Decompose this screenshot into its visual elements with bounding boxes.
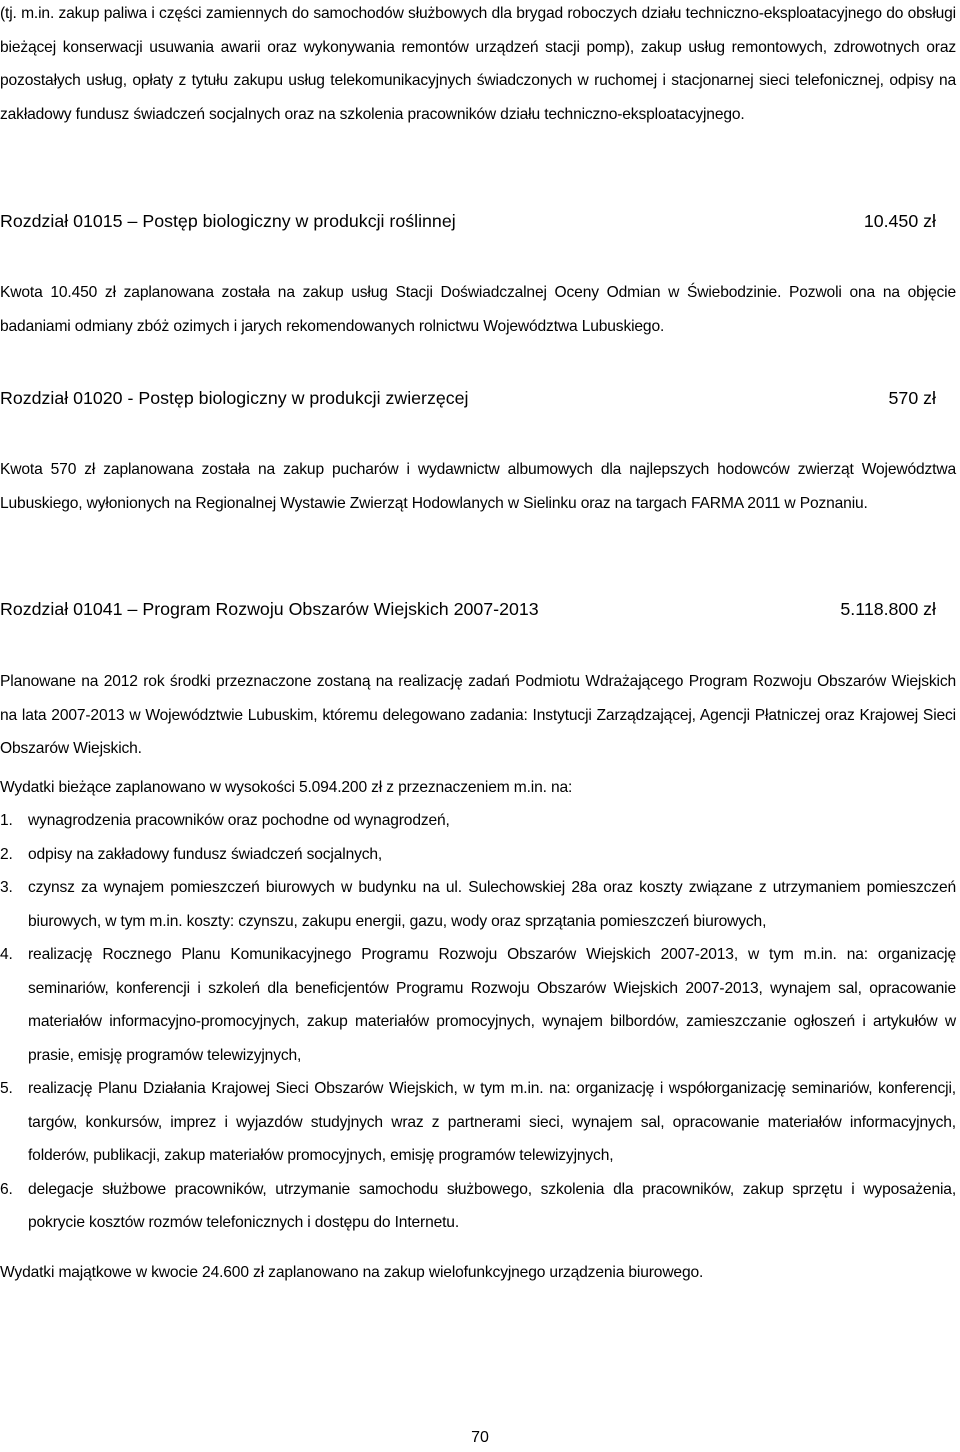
section-amount: 10.450 zł: [863, 211, 936, 231]
list-item-number: 4.: [0, 946, 13, 963]
list-item-number: 3.: [0, 879, 13, 896]
list-item-number: 5.: [0, 1080, 13, 1097]
list-item-text: czynsz za wynajem pomieszczeń biurowych w budynku na ul. Sulechowskiej 28a oraz koszty związane z utrzymaniem pomieszczeń biurowych, w tym m.in. koszty: czynszu, zakupu energii, gazu, wody oraz sprzątania pomieszczeń biurowych,: [28, 879, 956, 930]
section-body-01020: Kwota 570 zł zaplanowana została na zakup pucharów i wydawnictw albumowych dla najlepszych hodowców zwierząt Województwa Lubuskiego, wyłonionych na Regionalnej Wystawie Zwierząt Hodowlanych w Sielinku oraz na targach FARMA 2011 w Poznaniu.: [0, 461, 956, 512]
section-heading-01041: [0, 596, 936, 622]
list-item-text: delegacje służbowe pracowników, utrzymanie samochodu służbowego, szkolenia dla pracowników, zakup sprzętu i wyposażenia, pokrycie kosztów rozmów telefonicznych i dostępu do Internetu.: [28, 1180, 956, 1231]
section-title: Rozdział 01041 – Program Rozwoju Obszarów Wiejskich 2007-2013: [0, 599, 539, 619]
list-item-text: odpisy na zakładowy fundusz świadczeń socjalnych,: [28, 845, 383, 863]
section-heading-01020: [0, 385, 936, 411]
section-title: Rozdział 01020 - Postęp biologiczny w produkcji zwierzęcej: [0, 388, 469, 408]
section-amount: 5.118.800 zł: [840, 599, 936, 619]
section-amount: 570 zł: [888, 388, 936, 408]
list-item-number: 6.: [0, 1180, 13, 1198]
current-expenses-intro: Wydatki bieżące zaplanowano w wysokości 5.094.200 zł z przeznaczeniem m.in. na:: [0, 779, 573, 796]
list-item: [0, 838, 956, 872]
list-item: [0, 1072, 956, 1173]
capital-expenses: Wydatki majątkowe w kwocie 24.600 zł zaplanowano na zakup wielofunkcyjnego urządzenia biurowego.: [0, 1264, 704, 1281]
list-item-text: realizację Planu Działania Krajowej Sieci Obszarów Wiejskich, w tym m.in. na: organizację i współorganizację seminariów, konferencji, targów, konkursów, imprez i wyjazdów studyjnych wraz z partnerami sieci, wynajem sal, opracowanie materiałów informacyjnych, folderów, publikacji, zakup materiałów promocyjnych, emisję programów telewizyjnych,: [28, 1080, 956, 1164]
section-heading-01015: [0, 208, 936, 234]
list-item-text: wynagrodzenia pracowników oraz pochodne od wynagrodzeń,: [28, 812, 450, 829]
section-title: Rozdział 01015 – Postęp biologiczny w produkcji roślinnej: [0, 211, 456, 231]
page-number: 70: [471, 1429, 489, 1446]
section-body-01041: Planowane na 2012 rok środki przeznaczone zostaną na realizację zadań Podmiotu Wdrażającego Program Rozwoju Obszarów Wiejskich na lata 2007-2013 w Województwie Lubuskim, któremu delegowano zadania: Instytucji Zarządzającej, Agencji Płatniczej oraz Krajowej Sieci Obszarów Wiejskich.: [0, 673, 956, 757]
list-item-number: 2.: [0, 845, 13, 863]
list-item: [0, 871, 956, 938]
list-item: [0, 1173, 956, 1240]
list-item-text: realizację Rocznego Planu Komunikacyjnego Programu Rozwoju Obszarów Wiejskich 2007-2013, w tym m.in. na: organizację seminariów, konferencji i szkoleń dla beneficjentów Programu Rozwoju Obszarów Wiejskich 2007-2013, wynajem sal, opracowanie materiałów informacyjno-promocyjnych, zakup materiałów promocyjnych, wynajem bilbordów, zamieszczanie ogłoszeń i artykułów w prasie, emisję programów telewizyjnych,: [28, 946, 956, 1064]
list-item-number: 1.: [0, 812, 13, 829]
list-item: [0, 938, 956, 1072]
list-item: [0, 804, 956, 838]
section-body-01015: Kwota 10.450 zł zaplanowana została na zakup usług Stacji Doświadczalnej Oceny Odmian w Świebodzinie. Pozwoli ona na objęcie badaniami odmiany zbóż ozimych i jarych rekomendowanych rolnictwu Województwa Lubuskiego.: [0, 284, 956, 335]
intro-paragraph: (tj. m.in. zakup paliwa i części zamiennych do samochodów służbowych dla brygad roboczych działu techniczno-eksploatacyjnego do obsługi bieżącej konserwacji usuwania awarii oraz wykonywania remontów urządzeń stacji pomp), zakup usług remontowych, zdrowotnych oraz pozostałych usług, opłaty z tytułu zakupu usług telekomunikacyjnych świadczonych w ruchomej i stacjonarnej sieci telefonicznej, odpisy na zakładowy fundusz świadczeń socjalnych oraz na szkolenia pracowników działu techniczno-eksploatacyjnego.: [0, 5, 956, 123]
current-expenses-list: [0, 804, 956, 1240]
